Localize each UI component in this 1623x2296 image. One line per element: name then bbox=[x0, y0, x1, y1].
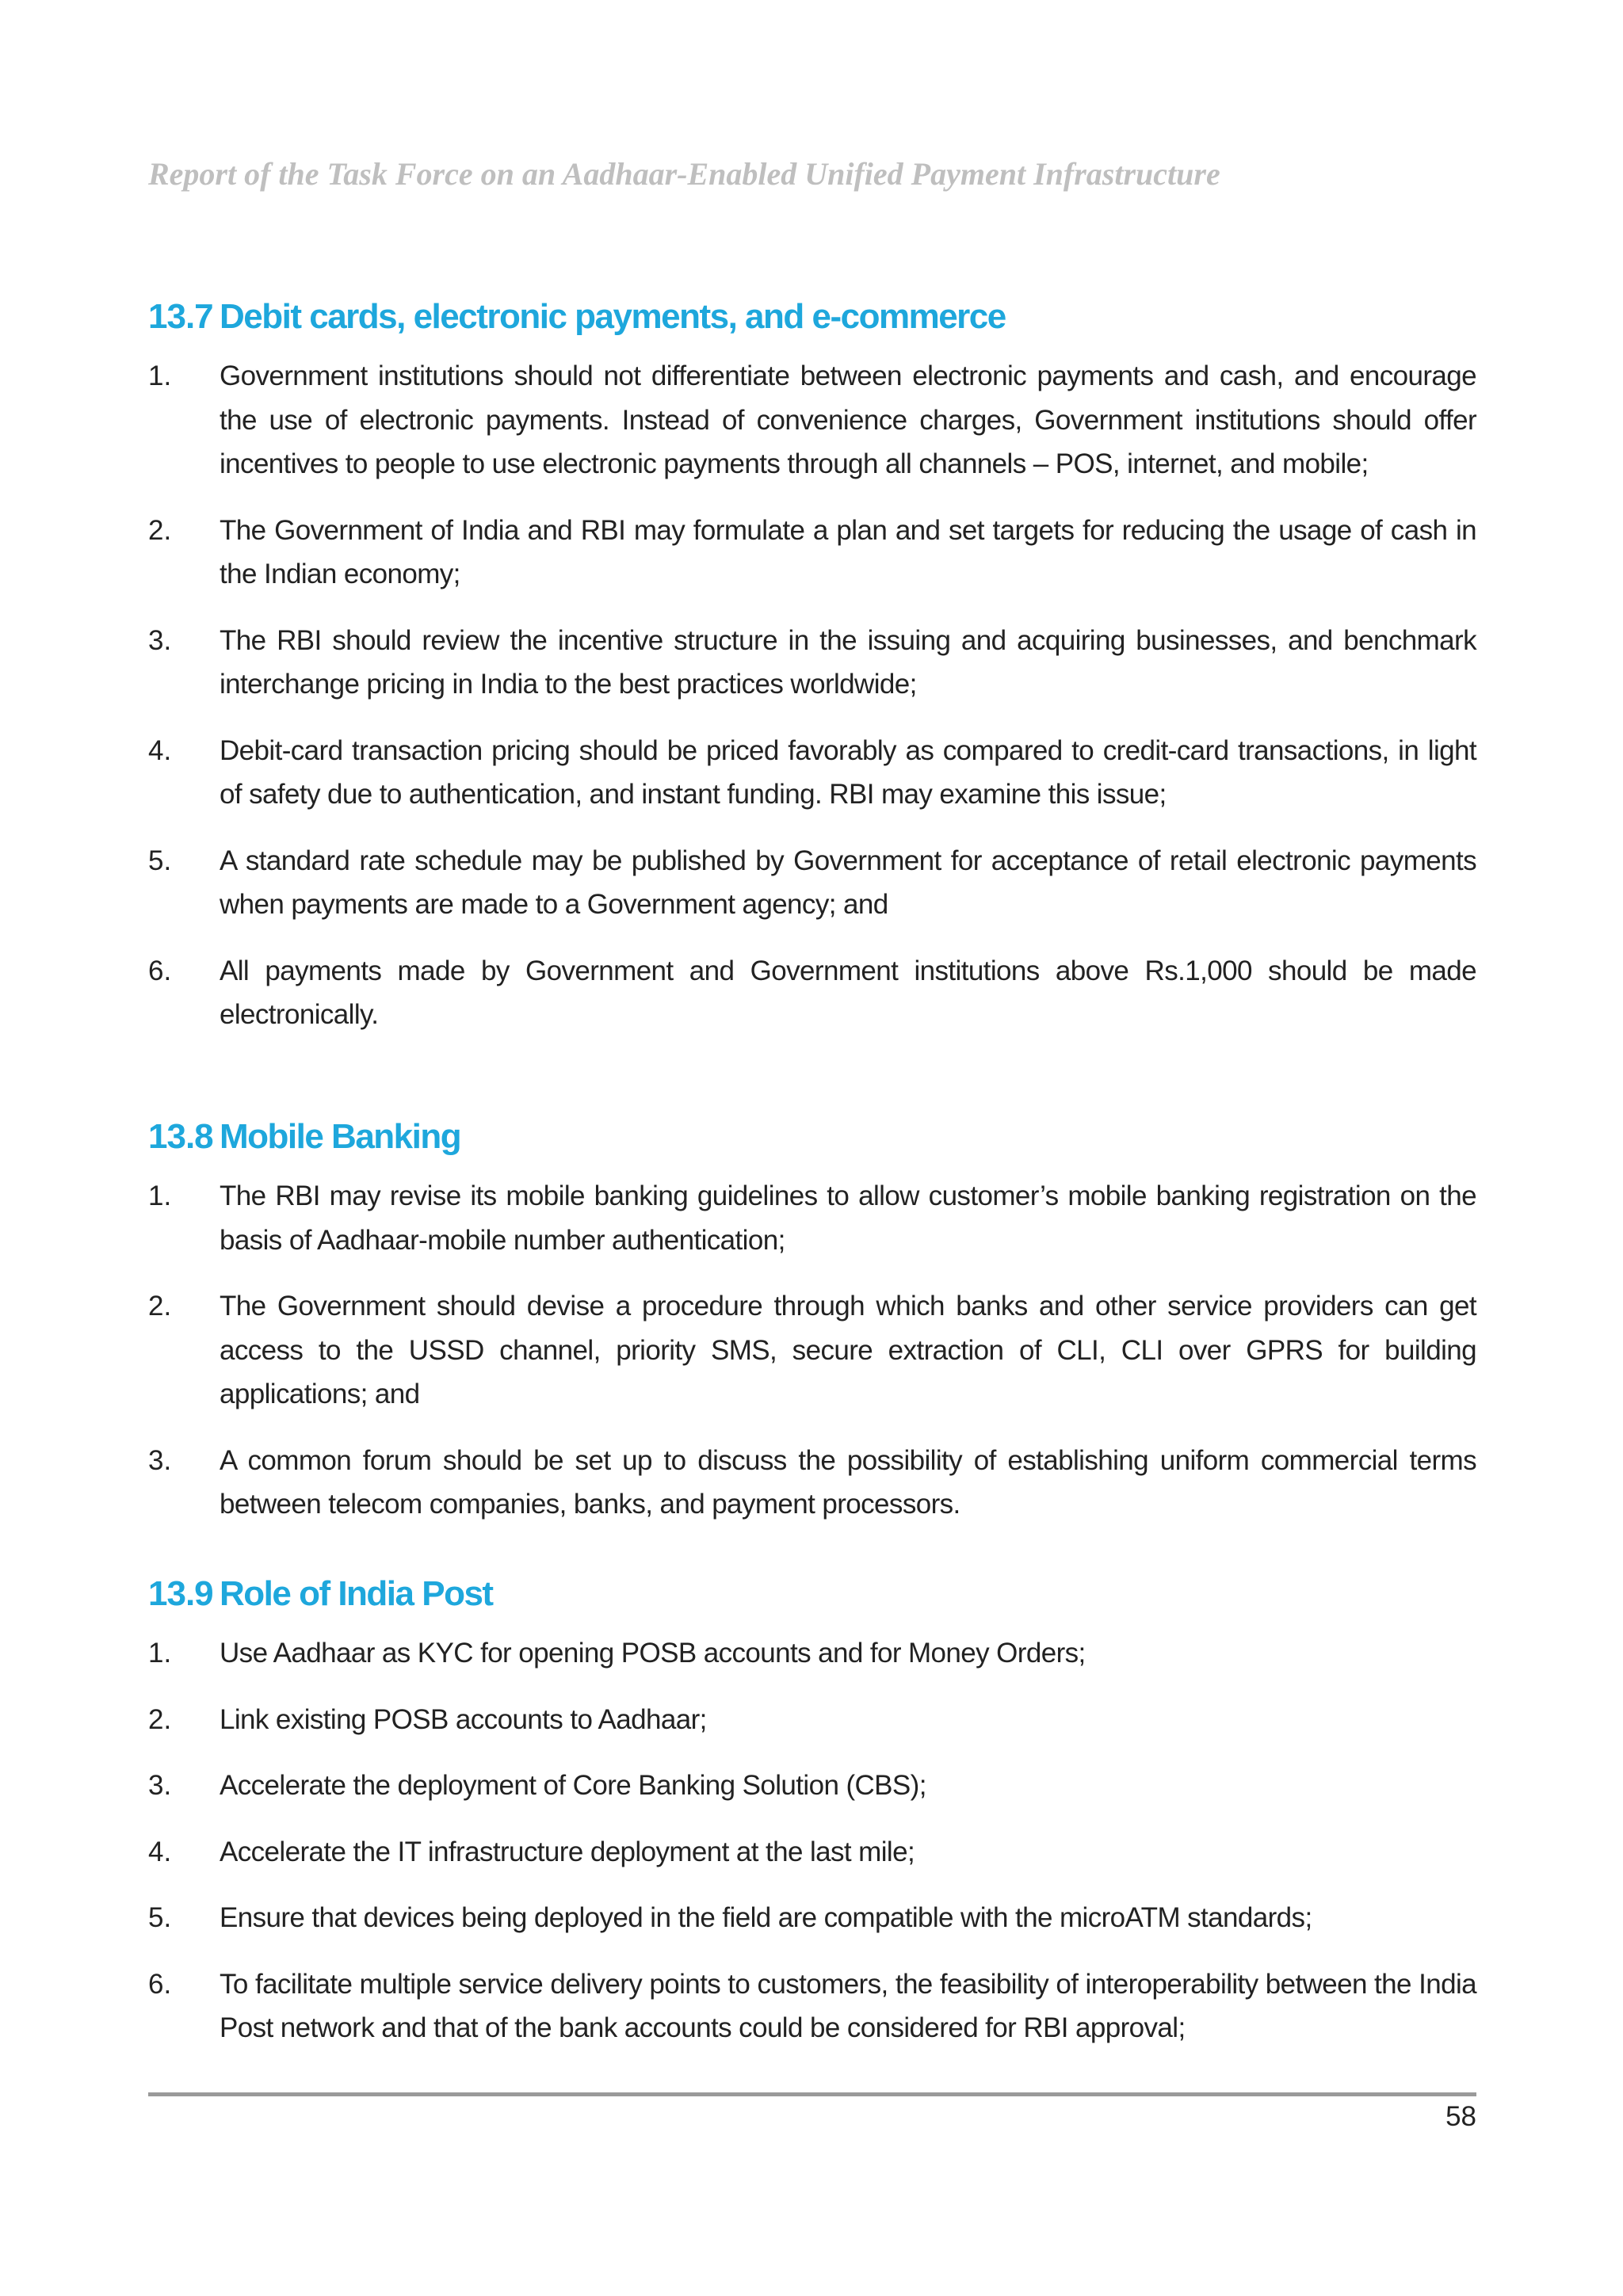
item-text: Government institutions should not differentiate between electronic payments and cash, and encourage the use of electronic payments. Instead of convenience charges, Government institutions should offer incentives to people to use electronic payments through all channels – POS, internet, and mobile; bbox=[220, 360, 1476, 479]
section-heading bbox=[148, 1566, 1476, 1622]
list-item bbox=[148, 839, 1476, 927]
item-number: 6. bbox=[148, 1968, 172, 2000]
list-item bbox=[148, 1830, 1476, 1875]
section-13-9 bbox=[148, 1566, 1476, 2073]
item-number: 3. bbox=[148, 1444, 172, 1476]
item-text: To facilitate multiple service delivery points to customers, the feasibility of interoperability between the India Post network and that of the bank accounts could be considered for RBI approval; bbox=[220, 1968, 1476, 2043]
recommendation-list bbox=[148, 1631, 1476, 2050]
item-text: All payments made by Government and Government institutions above Rs.1,000 should be made electronically. bbox=[220, 955, 1476, 1030]
document-body bbox=[148, 289, 1476, 2043]
item-number: 1. bbox=[148, 360, 172, 391]
list-item bbox=[148, 354, 1476, 486]
item-number: 5. bbox=[148, 845, 172, 876]
section-13-7 bbox=[148, 289, 1476, 1037]
item-text: Link existing POSB accounts to Aadhaar; bbox=[220, 1703, 707, 1735]
item-text: The Government should devise a procedure through which banks and other service providers can get access to the USSD channel, priority SMS, secure extraction of CLI, CLI over GPRS for building applications; and bbox=[220, 1291, 1476, 1409]
section-title: Mobile Banking bbox=[220, 1117, 461, 1156]
list-item bbox=[148, 1631, 1476, 1676]
item-number: 4. bbox=[148, 1836, 172, 1867]
item-text: The Government of India and RBI may formulate a plan and set targets for reducing the usage of cash in the Indian economy; bbox=[220, 514, 1476, 589]
item-number: 4. bbox=[148, 734, 172, 766]
item-text: Ensure that devices being deployed in the field are compatible with the microATM standards; bbox=[220, 1902, 1312, 1933]
list-item bbox=[148, 509, 1476, 597]
item-text: The RBI should review the incentive structure in the issuing and acquiring businesses, and benchmark interchange pricing in India to the best practices worldwide; bbox=[220, 624, 1476, 700]
section-title: Role of India Post bbox=[220, 1574, 493, 1613]
item-number: 3. bbox=[148, 624, 172, 656]
list-item bbox=[148, 1439, 1476, 1527]
list-item bbox=[148, 1698, 1476, 1742]
section-number: 13.9 bbox=[148, 1574, 213, 1613]
list-item bbox=[148, 1284, 1476, 1417]
item-text: The RBI may revise its mobile banking guidelines to allow customer’s mobile banking registration on the basis of Aadhaar-mobile number authentication; bbox=[220, 1180, 1476, 1256]
item-text: Accelerate the IT infrastructure deployment at the last mile; bbox=[220, 1836, 915, 1867]
item-text: A common forum should be set up to discuss the possibility of establishing uniform commercial terms between telecom companies, banks, and payment processors. bbox=[220, 1444, 1476, 1520]
list-item bbox=[148, 1764, 1476, 1808]
section-heading bbox=[148, 289, 1476, 345]
item-number: 2. bbox=[148, 1703, 172, 1735]
item-number: 5. bbox=[148, 1902, 172, 1933]
list-item bbox=[148, 1174, 1476, 1262]
item-text: Use Aadhaar as KYC for opening POSB accounts and for Money Orders; bbox=[220, 1638, 1086, 1669]
footer-divider bbox=[148, 2092, 1476, 2096]
item-text: Debit-card transaction pricing should be priced favorably as compared to credit-card transactions, in light of safety due to authentication, and instant funding. RBI may examine this issue; bbox=[220, 734, 1476, 810]
list-item bbox=[148, 1896, 1476, 1940]
list-item bbox=[148, 949, 1476, 1037]
list-item bbox=[148, 619, 1476, 707]
item-number: 2. bbox=[148, 1291, 172, 1322]
section-number: 13.8 bbox=[148, 1117, 213, 1156]
item-text: A standard rate schedule may be published by Government for acceptance of retail electronic payments when payments are made to a Government agency; and bbox=[220, 845, 1476, 920]
section-13-8 bbox=[148, 1109, 1476, 1549]
item-number: 3. bbox=[148, 1770, 172, 1801]
section-title: Debit cards, electronic payments, and e-commerce bbox=[220, 297, 1006, 336]
recommendation-list bbox=[148, 354, 1476, 1037]
item-number: 6. bbox=[148, 955, 172, 986]
item-text: Accelerate the deployment of Core Banking Solution (CBS); bbox=[220, 1770, 926, 1801]
item-number: 1. bbox=[148, 1180, 172, 1211]
recommendation-list bbox=[148, 1174, 1476, 1527]
item-number: 1. bbox=[148, 1638, 172, 1669]
page-number: 58 bbox=[1445, 2101, 1476, 2132]
section-number: 13.7 bbox=[148, 297, 213, 336]
item-number: 2. bbox=[148, 514, 172, 546]
section-heading bbox=[148, 1109, 1476, 1165]
running-header-title: Report of the Task Force on an Aadhaar-Enabled Unified Payment Infrastructure bbox=[148, 156, 1220, 192]
list-item bbox=[148, 729, 1476, 817]
list-item bbox=[148, 1962, 1476, 2050]
